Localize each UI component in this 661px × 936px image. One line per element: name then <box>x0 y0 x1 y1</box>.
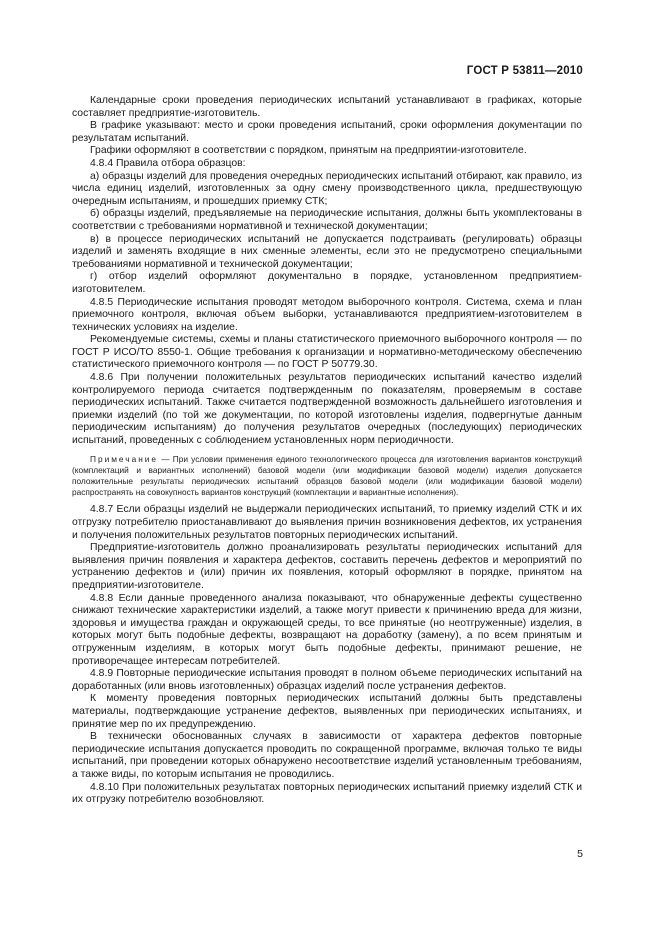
paragraph: 4.8.10 При положительных результатах повторных периодических испытаний приемку изделий СТК и их отгрузку потребителю возобновляют. <box>72 781 582 806</box>
page-body <box>72 95 582 807</box>
paragraph: В технически обоснованных случаях в зависимости от характера дефектов повторные периодические испытания допускается проводить по сокращенной программе, включая только те виды испытаний, при проведении которых обнаружено несоответствие изделий установленным требованиям, а также виды, по которым испытания не проводились. <box>72 731 582 780</box>
paragraph: К моменту проведения повторных периодических испытаний должны быть представлены материалы, подтверждающие устранение дефектов, выявленных при периодических испытаниях, и принятие мер по их предупреждению. <box>72 693 582 730</box>
list-item: б) образцы изделий, предъявляемые на периодические испытания, должны быть укомплектованы в соответствии с требованиями нормативной и технической документации; <box>72 208 582 232</box>
note-label: Примечание <box>90 453 159 464</box>
document-header: ГОСТ Р 53811—2010 <box>466 65 583 77</box>
list-item: г) отбор изделий оформляют документально в порядке, установленном предприятием-изготовителем. <box>72 271 582 295</box>
page-number: 5 <box>577 848 583 860</box>
paragraph: Графики оформляют в соответствии с порядком, принятым на предприятии-изготовителе. <box>90 145 527 157</box>
paragraph: 4.8.9 Повторные периодические испытания проводят в полном объеме периодических испытаний на доработанных (или вновь изготовленных) образцах изделий после устранения дефектов. <box>72 668 582 692</box>
paragraph: Рекомендуемые системы, схемы и планы статистического приемочного выборочного контроля — по ГОСТ Р ИСО/ТО 8550-1. Общие требования к организации и нормативно-методическому обеспечению статистического приемочного контроля — по ГОСТ Р 50779.30. <box>72 334 582 371</box>
paragraph: 4.8.6 При получении положительных результатов периодических испытаний качество изделий контролируемого периода считается подтвержденным по показателям, проверяемым в составе периодических испытаний. Также считается подтвержденной возможность дальнейшего изготовления и приемки изделий (по той же документации, по которой изготовлены изделия, подвергнутые данным периодическим испытаниям) до получения результатов очередных (последующих) периодических испытаний, проведенных с соблюдением установленных норм периодичности. <box>72 372 582 447</box>
paragraph: Календарные сроки проведения периодических испытаний устанавливают в графиках, которые составляет предприятие-изготовитель. <box>72 95 582 119</box>
list-item: в) в процессе периодических испытаний не допускается подстраивать (регулировать) образцы изделий и заменять входящие в них сменные элементы, если это не предусмотрено специальными требованиями нормативной и технической документации; <box>72 233 582 270</box>
note-text: — При условии применения единого технологического процесса для изготовления вариантов конструкций (комплектаций и вариантных исполнений) базовой модели (или модификации базовой модели) изделия допускается положительные результаты периодических испытаний образцов базовой модели (или модификации базовой модели) распространять на совокупность вариантов конструкций (комплектации и вариантные исполнения). <box>72 453 582 498</box>
paragraph: 4.8.8 Если данные проведенного анализа показывают, что обнаруженные дефекты существенно снижают технические характеристики изделий, а также могут привести к причинению вреда для жизни, здоровья и имущества граждан и окружающей среды, то все принятые (но неотгруженные) изделия, в которых могут быть подобные дефекты, возвращают на доработку (замену), а по всем принятым и отгруженным изделиям, в которых могут быть подобные дефекты, принимают решение, не противоречащее интересам потребителей. <box>72 592 582 667</box>
paragraph: 4.8.5 Периодические испытания проводят методом выборочного контроля. Система, схема и план приемочного контроля, включая объем выборки, устанавливаются предприятием-изготовителем в технических условиях на изделие. <box>72 296 582 333</box>
paragraph: В графике указывают: место и сроки проведения испытаний, сроки оформления документации по результатам испытаний. <box>72 120 582 144</box>
paragraph: 4.8.7 Если образцы изделий не выдержали периодических испытаний, то приемку изделий СТК и их отгрузку потребителю приостанавливают до выявления причин возникновения дефектов, их устранения и получения положительных результатов повторных периодических испытаний. <box>72 504 582 541</box>
list-item: а) образцы изделий для проведения очередных периодических испытаний отбирают, как правило, из числа единиц изделий, изготовленных за одну смену производственного цикла, предшествующую очередным испытаниям, и прошедших приемку СТК; <box>72 170 582 207</box>
paragraph: Предприятие-изготовитель должно проанализировать результаты периодических испытаний для выявления причин появления и характера дефектов, составить перечень дефектов и мероприятий по устранению дефектов и (или) причин их появления, который оформляют в порядке, принятом на предприятии-изготовителе. <box>72 542 582 591</box>
note <box>72 454 582 499</box>
section-heading: 4.8.4 Правила отбора образцов: <box>90 157 246 169</box>
